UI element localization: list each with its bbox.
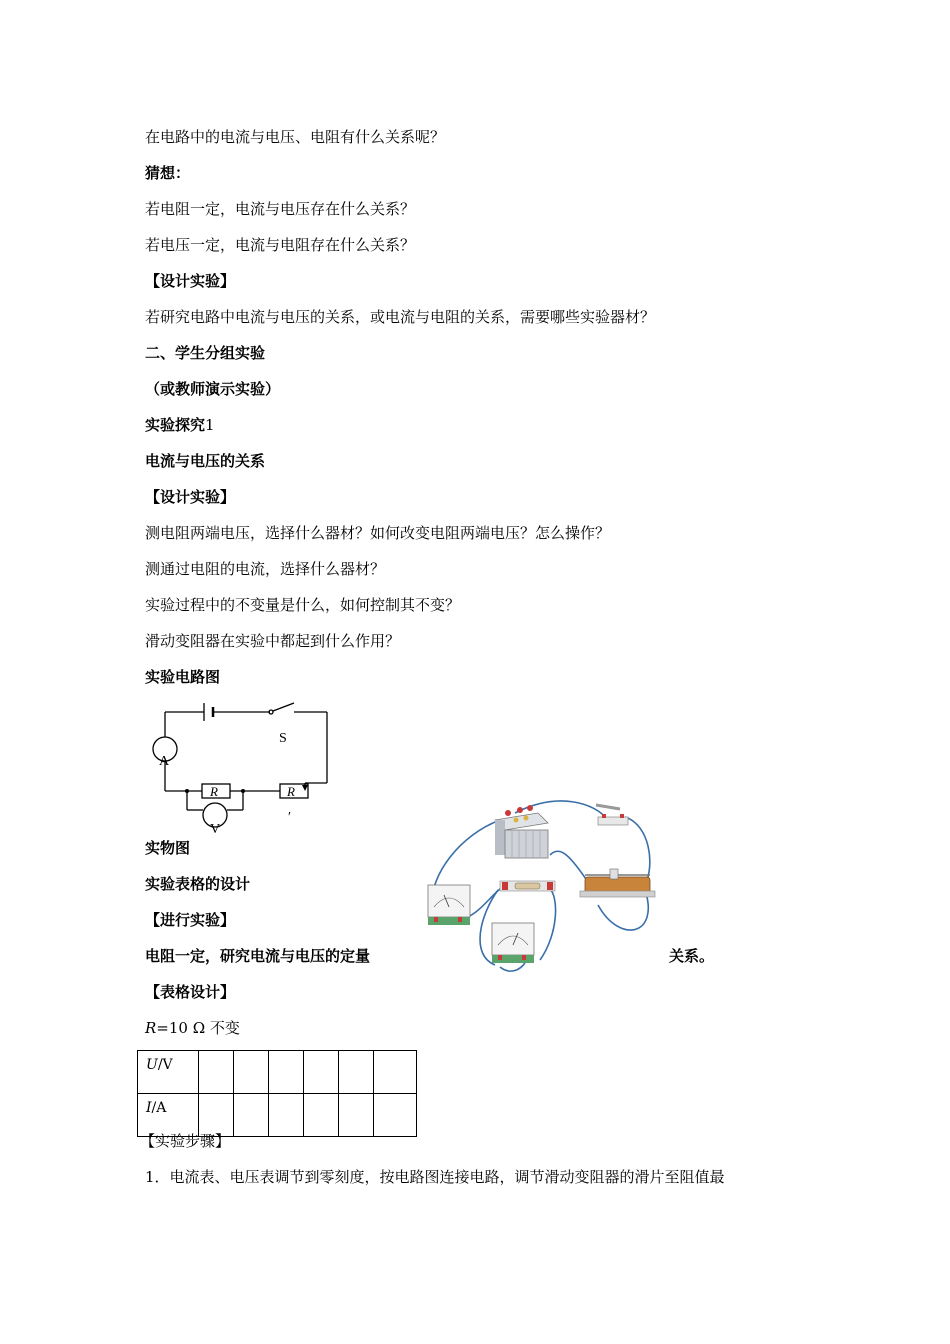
design-heading-2: 【设计实验】 bbox=[145, 488, 236, 506]
fixed-resistor bbox=[500, 881, 555, 891]
design-question: 若研究电路中电流与电压的关系，或电流与电阻的关系，需要哪些实验器材？ bbox=[145, 308, 656, 326]
rheostat-prime: ′ bbox=[288, 810, 292, 825]
design-heading: 【设计实验】 bbox=[145, 272, 236, 290]
intro-question: 在电路中的电流与电压、电阻有什么关系呢？ bbox=[145, 128, 446, 146]
table-heading: 【表格设计】 bbox=[145, 983, 236, 1001]
guess-1: 若电阻一定，电流与电压存在什么关系？ bbox=[145, 200, 416, 218]
explore-label bbox=[145, 415, 215, 435]
current-symbol: I bbox=[146, 1100, 152, 1116]
conduct-heading: 【进行实验】 bbox=[145, 911, 236, 929]
question-2: 测通过电阻的电流，选择什么器材？ bbox=[145, 560, 386, 578]
table-cell[interactable] bbox=[339, 1094, 374, 1137]
table-row bbox=[138, 1051, 417, 1094]
switch-blade bbox=[273, 703, 294, 711]
explore-number: 1 bbox=[205, 416, 215, 434]
apparatus-illustration bbox=[420, 795, 670, 980]
steps-heading: 【实验步骤】 bbox=[140, 1132, 231, 1150]
table-cell[interactable] bbox=[269, 1094, 304, 1137]
table-cell[interactable] bbox=[304, 1094, 339, 1137]
junction-dot-left bbox=[185, 789, 189, 793]
conduct-left: 电阻一定，研究电流与电压的定量 bbox=[145, 947, 371, 965]
switch-pivot bbox=[269, 710, 273, 714]
rheostat-label: R bbox=[287, 784, 295, 799]
table-cell[interactable] bbox=[304, 1051, 339, 1094]
circuit-heading: 实验电路图 bbox=[145, 668, 221, 686]
switch-label: S bbox=[279, 731, 287, 746]
photo-heading: 实物图 bbox=[145, 839, 191, 857]
knife-switch bbox=[596, 805, 628, 825]
guess-heading: 猜想： bbox=[145, 164, 191, 182]
row-header-voltage bbox=[138, 1051, 199, 1094]
guess-2: 若电压一定，电流与电阻存在什么关系？ bbox=[145, 236, 416, 254]
battery-box bbox=[495, 805, 548, 858]
teacher-demo-note: （或教师演示实验） bbox=[145, 380, 281, 398]
circuit-diagram bbox=[140, 695, 340, 835]
voltmeter-label: V bbox=[210, 822, 221, 835]
table-cell[interactable] bbox=[234, 1094, 269, 1137]
voltage-symbol: U bbox=[146, 1057, 158, 1073]
resistance-value: =10 Ω 不变 bbox=[156, 1019, 240, 1037]
topic-title: 电流与电压的关系 bbox=[145, 452, 266, 470]
wire-5 bbox=[540, 887, 556, 960]
wire-9 bbox=[500, 963, 525, 971]
resistance-symbol: R bbox=[145, 1019, 157, 1037]
question-4: 滑动变阻器在实验中都起到什么作用？ bbox=[145, 632, 401, 650]
meter-left bbox=[428, 885, 470, 925]
data-table bbox=[137, 1050, 417, 1137]
table-design-heading: 实验表格的设计 bbox=[145, 875, 251, 893]
current-unit: /A bbox=[151, 1100, 167, 1116]
wire-7 bbox=[550, 851, 590, 885]
rheostat bbox=[580, 869, 655, 897]
table-cell[interactable] bbox=[199, 1051, 234, 1094]
table-cell[interactable] bbox=[374, 1051, 417, 1094]
table-cell[interactable] bbox=[269, 1051, 304, 1094]
voltage-unit: /V bbox=[157, 1057, 173, 1073]
step-1: 1．电流表、电压表调节到零刻度，按电路图连接电路，调节滑动变阻器的滑片至阻值最 bbox=[145, 1168, 725, 1186]
junction-dot-right bbox=[241, 789, 245, 793]
section-2-title: 二、学生分组实验 bbox=[145, 344, 266, 362]
question-3: 实验过程中的不变量是什么，如何控制其不变？ bbox=[145, 596, 461, 614]
ammeter-label: A bbox=[159, 754, 170, 769]
slider-arrow bbox=[302, 785, 308, 791]
resistor-label: R bbox=[210, 784, 218, 799]
table-cell[interactable] bbox=[234, 1051, 269, 1094]
meter-bottom bbox=[492, 923, 534, 963]
resistance-constant bbox=[145, 1018, 240, 1038]
table-cell[interactable] bbox=[339, 1051, 374, 1094]
conduct-right: 关系。 bbox=[669, 947, 715, 965]
explore-label-text: 实验探究 bbox=[145, 416, 206, 434]
question-1: 测电阻两端电压，选择什么器材？如何改变电阻两端电压？怎么操作？ bbox=[145, 524, 611, 542]
table-cell[interactable] bbox=[374, 1094, 417, 1137]
